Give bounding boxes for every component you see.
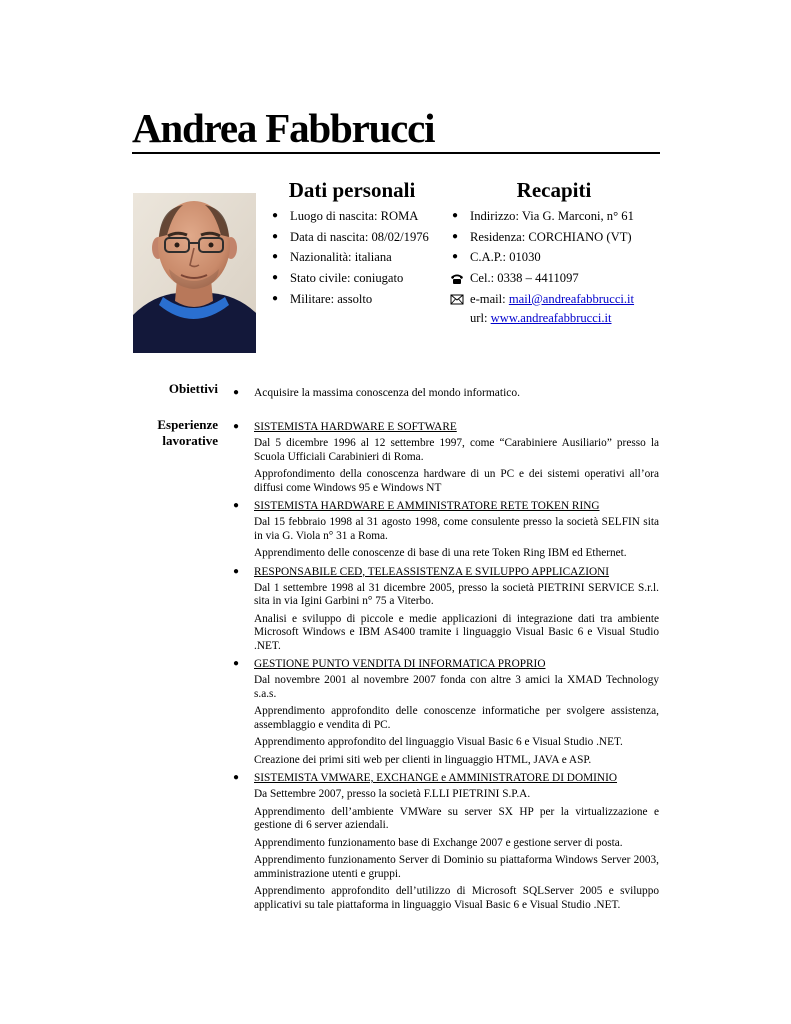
title-divider: [132, 152, 660, 154]
contacts-list: [450, 206, 634, 328]
email-item: e-mail: mail@andreafabbrucci.it: [450, 289, 634, 310]
personal-data-title: Dati personali: [288, 178, 416, 202]
job-entry: [233, 499, 659, 561]
bullet-icon: ●: [452, 210, 459, 221]
list-item: ● Luogo di nascita: ROMA: [270, 206, 429, 227]
bullet-icon: ●: [272, 272, 279, 284]
job-paragraph: Apprendimento approfondito delle conoscenze informatiche per svolgere assistenza, assemblaggio e vendita di PC.: [254, 705, 659, 731]
job-title: ● SISTEMISTA HARDWARE E AMMINISTRATORE RETE TOKEN RING: [233, 500, 600, 512]
job-paragraph: Dal novembre 2001 al novembre 2007 fonda con altre 3 amici la XMAD Technology s.a.s.: [254, 674, 659, 700]
list-item: ● Data di nascita: 08/02/1976: [270, 227, 429, 248]
list-item: ● Nazionalità: italiana: [270, 247, 429, 268]
job-entry: [233, 565, 659, 654]
bullet-icon: ●: [233, 772, 240, 783]
job-paragraph: Apprendimento approfondito del linguaggio Visual Basic 6 e Visual Studio .NET.: [254, 736, 623, 748]
bullet-icon: ●: [233, 500, 240, 511]
job-paragraph: Apprendimento approfondito dell’utilizzo di Microsoft SQLServer 2005 e sviluppo applicativi su tale piattaforma in linguaggio Visual Basic 6 e Visual Studio .NET.: [254, 885, 659, 911]
cap-item: ● C.A.P.: 01030: [450, 247, 634, 268]
job-title: ● SISTEMISTA VMWARE, EXCHANGE e AMMINISTRATORE DI DOMINIO: [233, 772, 618, 784]
email-link[interactable]: mail@andreafabbrucci.it: [508, 291, 635, 306]
job-paragraph: Dal 1 settembre 1998 al 31 dicembre 2005, presso la società PIETRINI SERVICE S.r.l. sita in via Igini Garbini n° 75 a Viterbo.: [254, 581, 659, 607]
job-paragraph: Creazione dei primi siti web per clienti in linguaggio HTML, JAVA e ASP.: [254, 753, 592, 766]
experience-label: Esperienze lavorative: [157, 417, 218, 448]
url-item: url: www.andreafabbrucci.it: [470, 311, 612, 326]
objective-text: Acquisire la massima conoscenza del mondo informatico.: [254, 387, 521, 399]
job-paragraph: Apprendimento funzionamento base di Exchange 2007 e gestione server di posta.: [254, 836, 623, 849]
job-paragraph: Apprendimento delle conoscenze di base di una rete Token Ring IBM ed Ethernet.: [254, 547, 627, 559]
bullet-icon: ●: [272, 230, 279, 242]
address-item: ● Indirizzo: Via G. Marconi, n° 61: [450, 206, 634, 227]
job-paragraph: Dal 15 febbraio 1998 al 31 agosto 1998, come consulente presso la società SELFIN sita in via G. Viola n° 31 a Roma.: [254, 516, 659, 542]
job-title: ● SISTEMISTA HARDWARE E SOFTWARE: [233, 421, 457, 433]
contacts-title: Recapiti: [516, 178, 592, 202]
phone-item: Cel.: 0338 – 4411097: [450, 268, 634, 289]
job-paragraph: Analisi e sviluppo di piccole e medie applicazioni di integrazione dati tra ambiente Microsoft Windows e IBM AS400 tramite i linguaggio Visual Basic 6 e Visual Studio .NET.: [254, 612, 659, 652]
bullet-icon: ●: [272, 210, 279, 221]
bullet-icon: ●: [233, 658, 240, 669]
job-entry: [233, 420, 659, 495]
job-entry: [233, 771, 659, 912]
job-title: ● RESPONSABILE CED, TELEASSISTENZA E SVILUPPO APPLICAZIONI: [233, 565, 610, 578]
bullet-icon: ●: [233, 565, 240, 577]
job-paragraph: Da Settembre 2007, presso la società F.LLI PIETRINI S.P.A.: [254, 788, 531, 800]
envelope-icon: [450, 289, 464, 309]
profile-photo: [133, 193, 256, 353]
bullet-icon: ●: [452, 251, 459, 263]
list-item: ● Militare: assolto: [270, 289, 429, 310]
job-paragraph: Apprendimento funzionamento Server di Dominio su piattaforma Windows Server 2003, amministrazione utenti e gruppi.: [254, 854, 659, 880]
job-entry: [233, 657, 659, 767]
bullet-icon: ●: [452, 230, 459, 242]
residence-item: ● Residenza: CORCHIANO (VT): [450, 227, 634, 248]
job-title: ● GESTIONE PUNTO VENDITA DI INFORMATICA PROPRIO: [233, 658, 546, 670]
bullet-icon: ●: [272, 251, 279, 263]
person-name: Andrea Fabbrucci: [132, 105, 435, 151]
bullet-icon: ●: [233, 421, 240, 432]
job-paragraph: Apprendimento dell’ambiente VMWare su server SX HP per la virtualizzazione e gestione di 6 server aziendali.: [254, 805, 659, 831]
telephone-icon: [450, 268, 464, 288]
experience-list: [233, 420, 659, 916]
job-paragraph: Dal 5 dicembre 1996 al 12 settembre 1997, come “Carabiniere Ausiliario” presso la Scuola Ufficiali Carabinieri di Roma.: [254, 437, 659, 463]
website-link[interactable]: www.andreafabbrucci.it: [490, 311, 612, 326]
bullet-icon: ●: [272, 292, 279, 304]
bullet-icon: ●: [233, 387, 240, 398]
objectives-label: Obiettivi: [168, 381, 218, 396]
list-item: ● Stato civile: coniugato: [270, 268, 429, 289]
personal-data-list: [270, 206, 429, 309]
job-paragraph: Approfondimento della conoscenza hardware di un PC e dei sistemi operativi all’ora diffusi come Windows 95 e Windows NT: [254, 468, 659, 494]
